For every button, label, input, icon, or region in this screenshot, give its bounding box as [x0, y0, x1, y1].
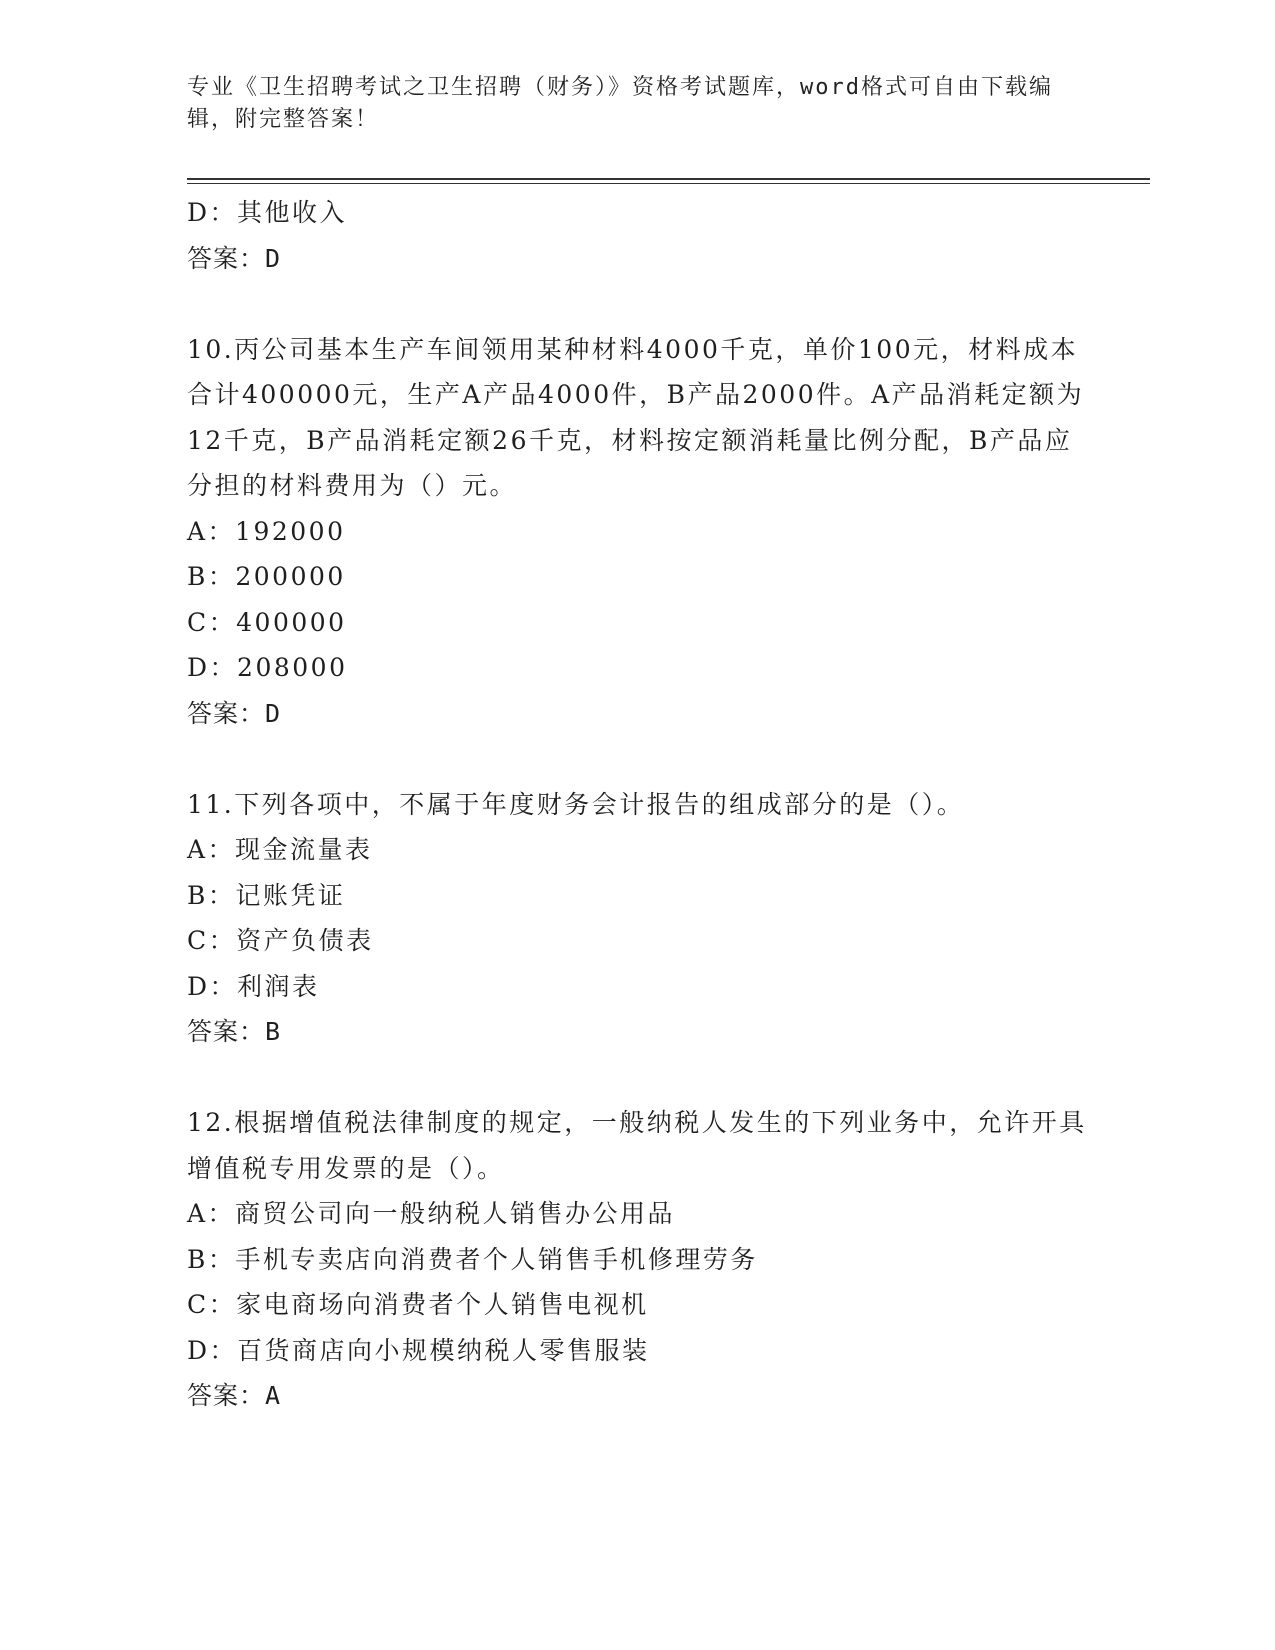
answer-label: 答案： [187, 1381, 266, 1410]
option-d: D：其他收入 [187, 198, 348, 227]
option-c: C：400000 [187, 607, 347, 637]
option-d: D：百货商店向小规模纳税人零售服装 [187, 1335, 650, 1365]
question-10-stem: 10.丙公司基本生产车间领用某种材料4000千克，单价100元，材料成本合计400000元，生产A产品4000件，B产品2000件。A产品消耗定额为12千克，B产品消耗定额26千克，材料按定额消耗量比例分配，B产品应分担的材料费用为（）元。 [187, 334, 1085, 500]
option-a: A：现金流量表 [187, 835, 373, 864]
answer-value: D [265, 698, 282, 728]
answer-label: 答案： [187, 243, 266, 273]
answer-label: 答案： [187, 1017, 266, 1046]
answer-value: D [265, 243, 282, 273]
answer-line [187, 236, 1087, 282]
option-a: A：192000 [187, 516, 346, 546]
option-d: D：208000 [187, 653, 348, 682]
document-header: 专业《卫生招聘考试之卫生招聘（财务）》资格考试题库，word格式可自由下载编辑，附完整答案！ [187, 75, 1053, 132]
option-b: B：记账凭证 [187, 880, 346, 910]
answer-value: B [265, 1017, 282, 1046]
header-rule-thick [187, 178, 1150, 180]
option-d: D：利润表 [187, 971, 320, 1001]
question-list [187, 190, 1087, 1419]
question-12-stem: 12.根据增值税法律制度的规定，一般纳税人发生的下列业务中，允许开具增值税专用发票的是（）。 [187, 1108, 1087, 1183]
answer-label: 答案： [187, 698, 266, 728]
header-rule-thin [187, 183, 1150, 184]
answer-line [187, 691, 1087, 737]
option-c: C：资产负债表 [187, 926, 374, 955]
option-a: A：商贸公司向一般纳税人销售办公用品 [187, 1199, 676, 1228]
question-11-stem: 11.下列各项中，不属于年度财务会计报告的组成部分的是（）。 [187, 789, 965, 819]
answer-line [187, 1009, 1087, 1055]
option-c: C：家电商场向消费者个人销售电视机 [187, 1290, 649, 1319]
answer-value: A [265, 1381, 282, 1410]
answer-line [187, 1373, 1087, 1419]
option-b: B：200000 [187, 562, 346, 591]
option-b: B：手机专卖店向消费者个人销售手机修理劳务 [187, 1244, 758, 1274]
